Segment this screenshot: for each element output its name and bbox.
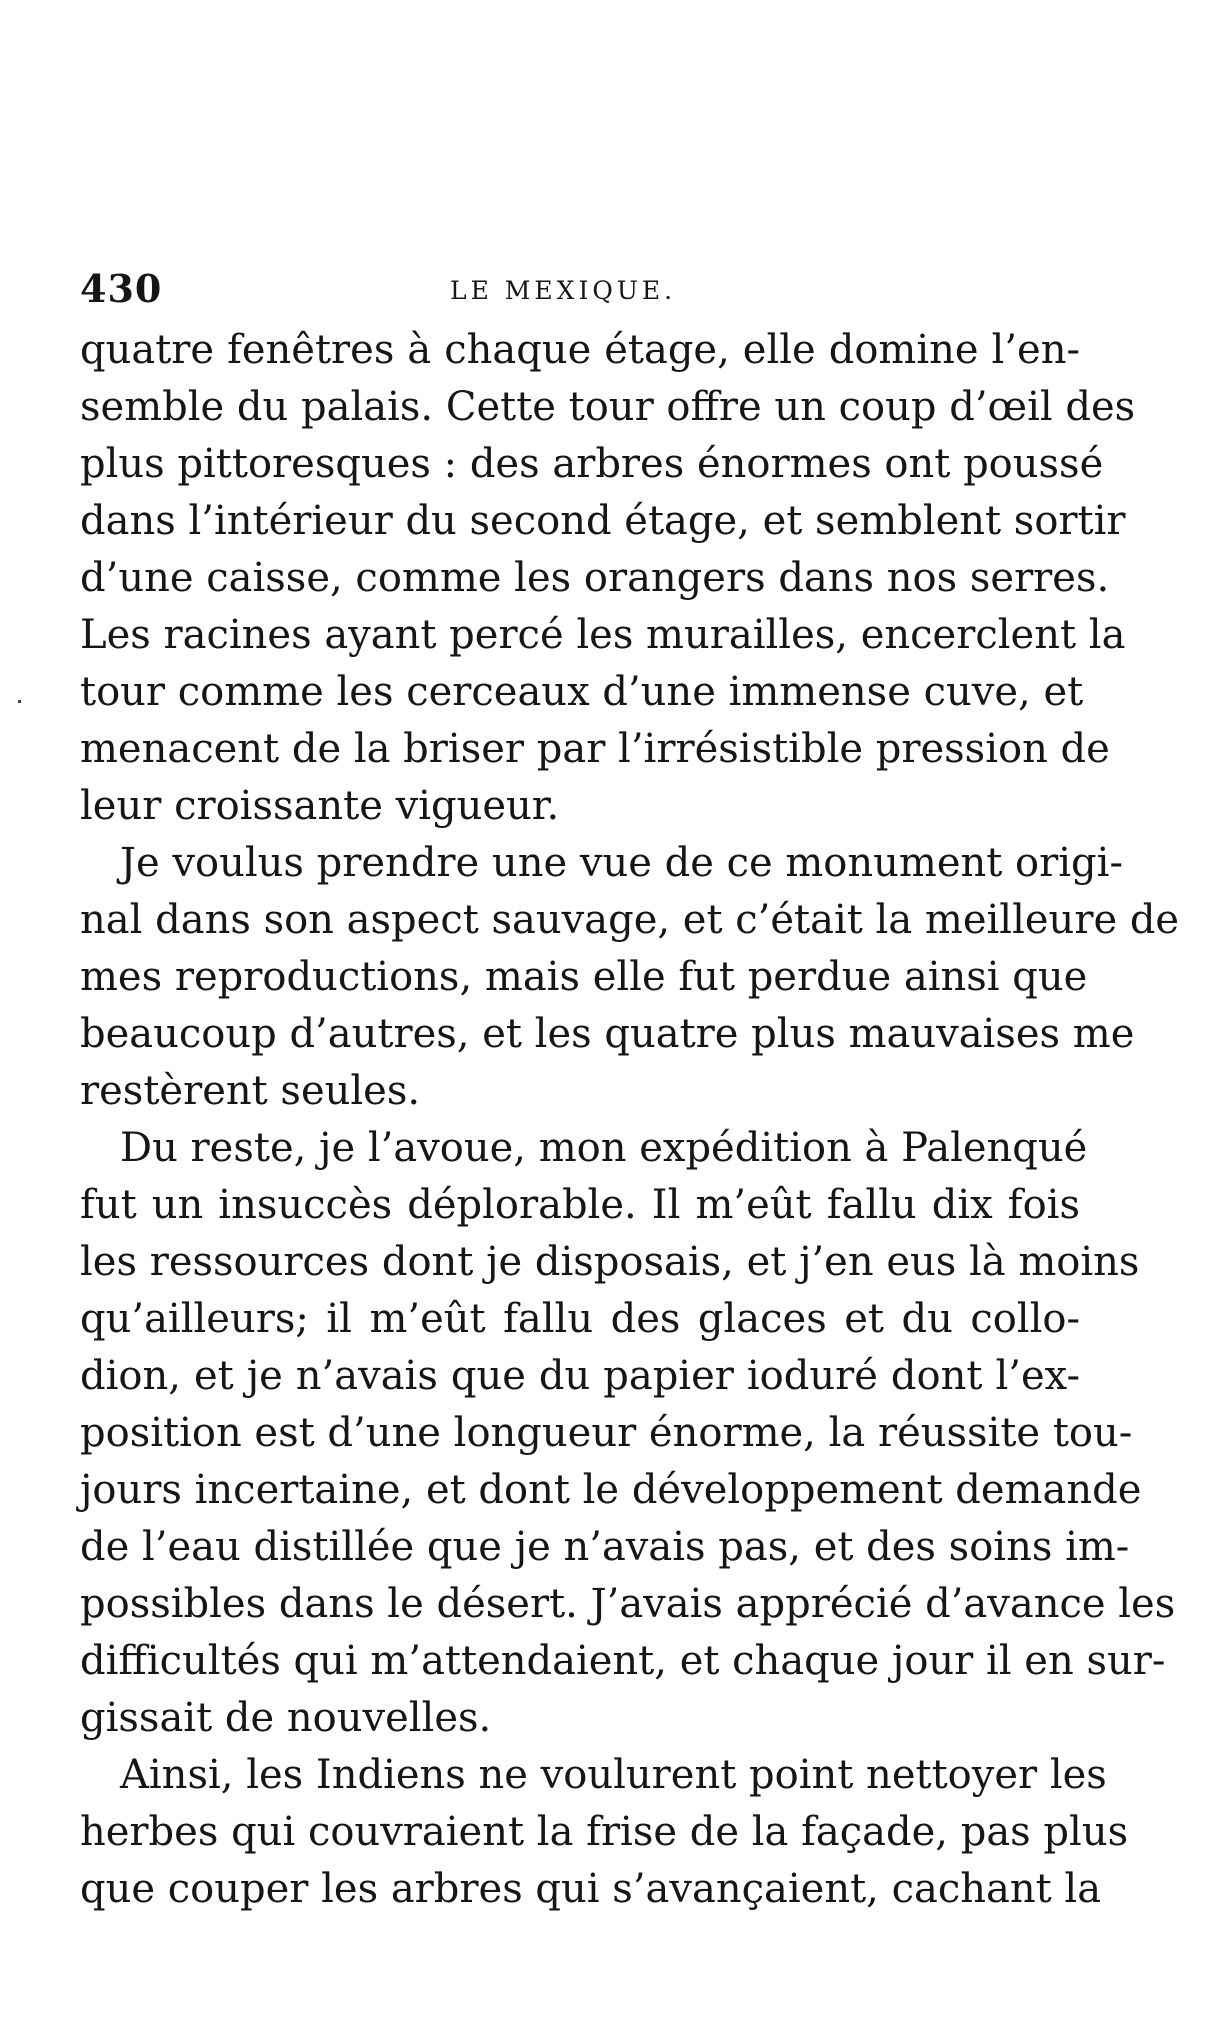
text-line: quatre fenêtres à chaque étage, elle domine l’en- [80, 327, 1080, 373]
text-line: de l’eau distillée que je n’avais pas, et des soins im- [80, 1524, 1130, 1570]
text-line: restèrent seules. [80, 1068, 421, 1114]
page-number: 430 [80, 266, 163, 311]
text-line: plus pittoresques : des arbres énormes ont poussé [80, 441, 1104, 487]
text-line: dion, et je n’avais que du papier ioduré dont l’ex- [80, 1353, 1080, 1399]
text-line: menacent de la briser par l’irrésistible pression de [80, 726, 1110, 772]
text-line: beaucoup d’autres, et les quatre plus mauvaises me [80, 1011, 1135, 1057]
text-line: fut un insuccès déplorable. Il m’eût fallu dix fois [80, 1182, 1080, 1228]
body-text [80, 322, 1180, 1918]
text-line: dans l’intérieur du second étage, et semblent sortir [80, 498, 1126, 544]
text-line: semble du palais. Cette tour offre un coup d’œil des [80, 384, 1136, 430]
text-line: leur croissante vigueur. [80, 783, 560, 829]
running-title: LE MEXIQUE. [450, 276, 677, 305]
text-line: qu’ailleurs; il m’eût fallu des glaces et du collo- [80, 1296, 1080, 1342]
paragraph-first-line: Ainsi, les Indiens ne voulurent point nettoyer les [120, 1752, 1107, 1798]
paragraph-first-line: Du reste, je l’avoue, mon expédition à Palenqué [120, 1125, 1088, 1171]
text-line: mes reproductions, mais elle fut perdue ainsi que [80, 954, 1088, 1000]
text-line: herbes qui couvraient la frise de la façade, pas plus [80, 1809, 1129, 1855]
text-line: jours incertaine, et dont le développement demande [80, 1467, 1142, 1513]
text-line: difficultés qui m’attendaient, et chaque jour il en sur- [80, 1638, 1166, 1684]
text-line: les ressources dont je disposais, et j’en eus là moins [80, 1239, 1140, 1285]
paragraph-first-line: Je voulus prendre une vue de ce monument origi- [120, 840, 1123, 886]
text-line: que couper les arbres qui s’avançaient, cachant la [80, 1866, 1102, 1912]
text-line: Les racines ayant percé les murailles, encerclent la [80, 612, 1126, 658]
text-line: d’une caisse, comme les orangers dans nos serres. [80, 555, 1110, 601]
margin-speck [18, 700, 21, 703]
text-line: nal dans son aspect sauvage, et c’était la meilleure de [80, 897, 1180, 943]
running-head [80, 258, 1080, 318]
text-line: gissait de nouvelles. [80, 1695, 492, 1741]
text-line: possibles dans le désert. J’avais apprécié d’avance les [80, 1581, 1176, 1627]
text-line: tour comme les cerceaux d’une immense cuve, et [80, 669, 1084, 715]
text-line: position est d’une longueur énorme, la réussite tou- [80, 1410, 1133, 1456]
